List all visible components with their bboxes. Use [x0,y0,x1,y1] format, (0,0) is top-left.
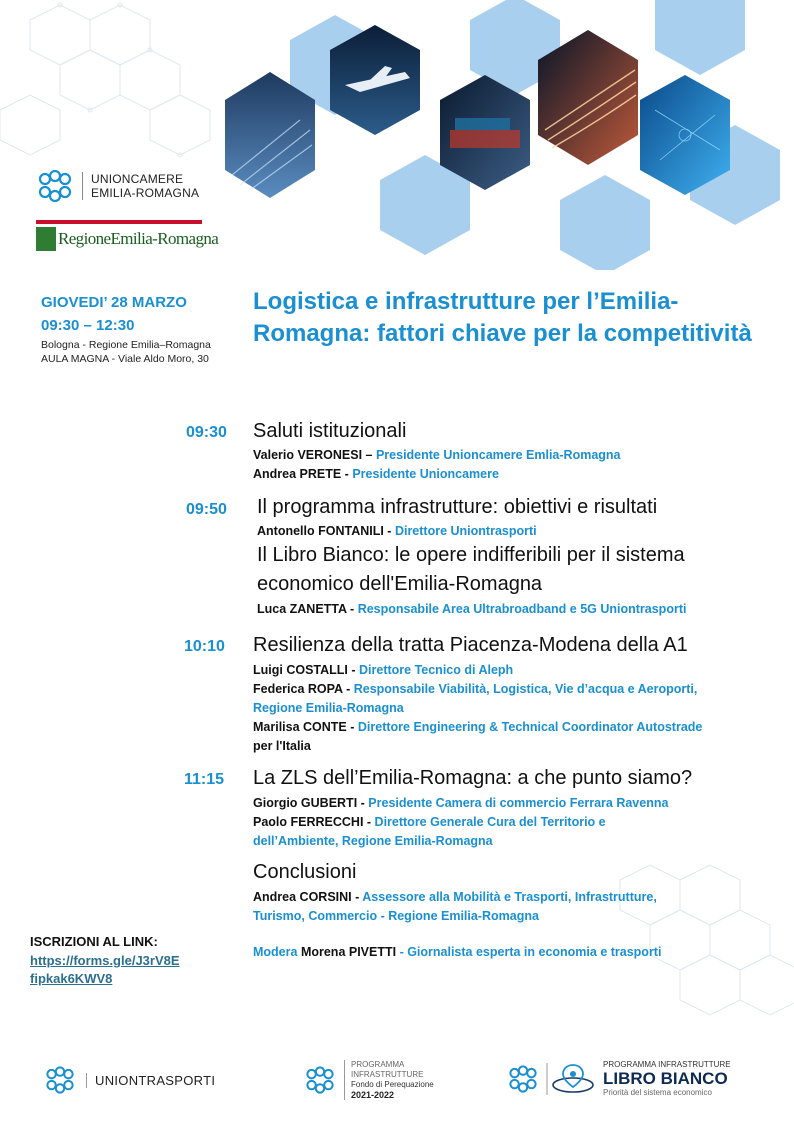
unioncamere-line2: EMILIA-ROMAGNA [91,186,200,200]
agenda-title-cont: economico dell'Emilia-Romagna [257,573,543,595]
speaker-line [257,600,686,619]
speaker-role-cont: per l'Italia [253,739,311,753]
librobianco-emblem-icon [507,1065,539,1093]
speaker-line [253,888,657,907]
event-location-line1: Bologna - Regione Emilia–Romagna [41,339,211,351]
speaker-role: Presidente Unioncamere [348,467,499,481]
speaker-role-cont: Turismo, Commercio - Regione Emilia-Romagna [253,909,539,923]
speaker-role: Direttore Uniontrasporti [391,524,537,538]
speaker-role: Assessore alla Mobilità e Trasporti, Infrastrutture, [359,890,657,904]
programma-line4: 2021-2022 [351,1090,395,1100]
agenda-title: Il programma infrastrutture: obiettivi e risultati [257,496,658,518]
speaker-line [253,465,499,484]
speaker-line [253,661,513,680]
speaker-name: Marilisa CONTE - [253,720,355,734]
registration-link-line1[interactable]: https://forms.gle/J3rV8E [30,953,180,968]
speaker-name: Valerio VERONESI – [253,448,373,462]
regione-name: RegioneEmilia-Romagna [58,229,219,248]
speaker-role-cont: Regione Emilia-Romagna [253,701,404,715]
moderator-name: Morena PIVETTI [300,945,397,959]
header-hexagon-images [200,0,794,270]
speaker-name: Federica ROPA - [253,682,351,696]
speaker-name: Antonello FONTANILI - [257,524,392,538]
regione-red-bar [36,220,202,224]
speaker-role: Presidente Camera di commercio Ferrara Ravenna [364,796,669,810]
moderator-role: - Giornalista esperta in economia e trasporti [396,945,662,959]
librobianco-line1: PROGRAMMA INFRASTRUTTURE [603,1060,731,1069]
programma-line2: INFRASTRUTTURE [351,1070,424,1079]
agenda-time: 09:30 [186,424,227,441]
uniontrasporti-emblem-icon [44,1066,76,1094]
agenda-title: Resilienza della tratta Piacenza-Modena della A1 [253,634,688,656]
speaker-role: Direttore Tecnico di Aleph [355,663,514,677]
programma-line3: Fondo di Perequazione [351,1080,434,1089]
footer-programma-logo [304,1060,434,1100]
agenda-title: Il Libro Bianco: le opere indifferibili per il sistema [257,544,685,566]
unioncamere-line1: UNIONCAMERE [91,172,184,186]
librobianco-line3: Priorità del sistema economico [603,1088,712,1097]
regione-emblem-icon [36,227,56,251]
librobianco-line2: LIBRO BIANCO [603,1069,728,1088]
speaker-line [253,446,621,465]
agenda-time: 11:15 [184,771,225,788]
speaker-line [253,718,702,737]
programma-emblem-icon [304,1066,336,1094]
speaker-line [253,680,697,699]
footer-libro-bianco-logo [507,1060,731,1098]
speaker-name: Luigi COSTALLI - [253,663,356,677]
event-location [41,338,211,366]
speaker-name: Giorgio GUBERTI - [253,796,365,810]
agenda-title: La ZLS dell’Emilia-Romagna: a che punto siamo? [253,767,693,789]
moderator-prefix: Modera [253,945,301,959]
registration-link[interactable] [30,952,230,988]
event-date: GIOVEDI’ 28 MARZO [41,294,187,311]
unioncamere-name [82,172,199,200]
uniontrasporti-name: UNIONTRASPORTI [86,1073,215,1088]
event-time: 09:30 – 12:30 [41,317,135,334]
agenda-title: Conclusioni [253,861,357,883]
agenda-title: Saluti istituzionali [253,420,407,442]
speaker-line [253,794,668,813]
programma-line1: PROGRAMMA [351,1060,405,1069]
unioncamere-emblem-icon [36,170,74,202]
map-pin-icon [545,1061,597,1097]
registration-label: ISCRIZIONI AL LINK: [30,934,158,949]
speaker-name: Paolo FERRECCHI - [253,815,372,829]
registration-link-line2[interactable]: fipkak6KWV8 [30,971,113,986]
footer-uniontrasporti-logo [44,1066,215,1094]
speaker-role: Responsabile Area Ultrabroadband e 5G Uniontrasporti [354,602,687,616]
speaker-role: Responsabile Viabilità, Logistica, Vie d’acqua e Aeroporti, [350,682,698,696]
regione-logo [36,220,219,254]
page-title: Logistica e infrastrutture per l’Emilia-Romagna: fattori chiave per la competitività [253,288,752,347]
speaker-role-cont: dell’Ambiente, Regione Emilia-Romagna [253,834,493,848]
speaker-role: Direttore Engineering & Technical Coordinator Autostrade [354,720,703,734]
speaker-role: Presidente Unioncamere Emlia-Romagna [372,448,621,462]
agenda-time: 09:50 [186,501,227,518]
speaker-name: Luca ZANETTA - [257,602,355,616]
agenda-time: 10:10 [184,638,225,655]
speaker-line [253,813,606,832]
unioncamere-logo [36,168,216,204]
speaker-line [257,522,537,541]
moderator-line [253,943,661,962]
event-location-line2: AULA MAGNA - Viale Aldo Moro, 30 [41,353,209,365]
speaker-name: Andrea CORSINI - [253,890,360,904]
speaker-name: Andrea PRETE - [253,467,349,481]
speaker-role: Direttore Generale Cura del Territorio e [371,815,606,829]
